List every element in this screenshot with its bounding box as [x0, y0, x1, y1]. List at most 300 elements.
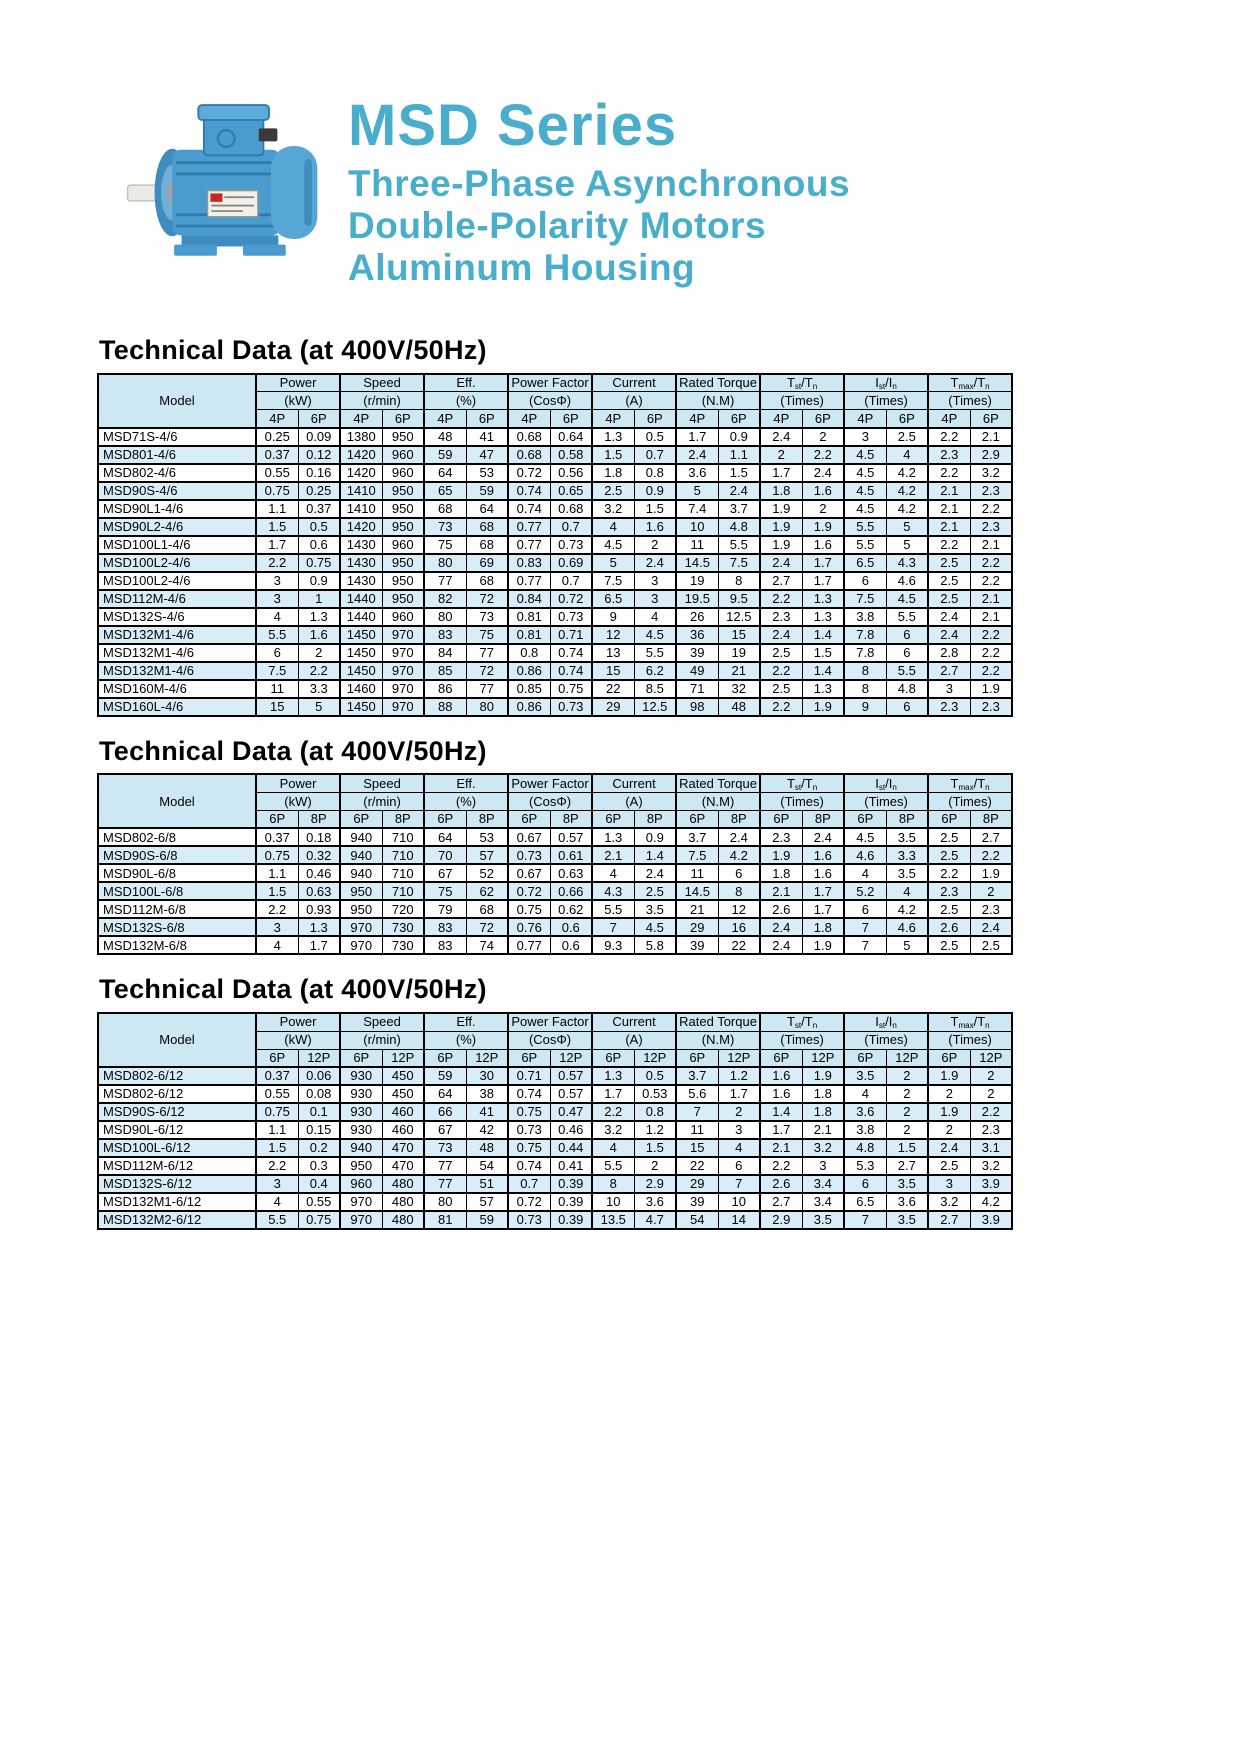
value-cell: 1.2: [634, 1121, 676, 1139]
model-cell: MSD90L1-4/6: [98, 500, 256, 518]
value-cell: 9.5: [718, 590, 760, 608]
value-cell: 81: [424, 1211, 466, 1229]
value-cell: 2.4: [928, 608, 970, 626]
value-cell: 2.3: [760, 828, 802, 846]
column-group-label: Current: [592, 374, 676, 392]
value-cell: 2.7: [886, 1157, 928, 1175]
value-cell: 10: [592, 1193, 634, 1211]
pole-header: 6P: [676, 1049, 718, 1067]
subscript: st: [794, 382, 802, 392]
model-cell: MSD802-6/12: [98, 1085, 256, 1103]
value-cell: 12: [718, 900, 760, 918]
value-cell: 1.5: [802, 644, 844, 662]
value-cell: 68: [466, 518, 508, 536]
value-cell: 0.74: [550, 644, 592, 662]
pole-header: 6P: [970, 410, 1012, 428]
value-cell: 4.8: [844, 1139, 886, 1157]
pole-header: 6P: [760, 810, 802, 828]
value-cell: 1.3: [592, 828, 634, 846]
value-cell: 0.9: [718, 428, 760, 446]
column-group-label: Eff.: [424, 774, 508, 792]
value-cell: 2.2: [970, 626, 1012, 644]
value-cell: 2.8: [928, 644, 970, 662]
value-cell: 0.57: [550, 828, 592, 846]
column-group-label: [928, 774, 1012, 792]
section-6-12-pole: [97, 975, 1013, 1230]
value-cell: 2.5: [928, 936, 970, 954]
value-cell: 39: [676, 1193, 718, 1211]
value-cell: 72: [466, 662, 508, 680]
value-cell: 2.4: [634, 864, 676, 882]
table-row: [98, 518, 1012, 536]
value-cell: 15: [718, 626, 760, 644]
value-cell: 5: [886, 936, 928, 954]
value-cell: 450: [382, 1085, 424, 1103]
value-cell: 2.2: [928, 536, 970, 554]
value-cell: 6.5: [844, 554, 886, 572]
model-cell: MSD90L2-4/6: [98, 518, 256, 536]
value-cell: 68: [466, 572, 508, 590]
value-cell: 1.9: [802, 698, 844, 716]
value-cell: 2.1: [928, 482, 970, 500]
value-cell: 0.68: [508, 446, 550, 464]
value-cell: 75: [466, 626, 508, 644]
pole-header: 12P: [718, 1049, 760, 1067]
value-cell: 2.3: [970, 1121, 1012, 1139]
label-part: I: [875, 375, 879, 391]
value-cell: 72: [466, 918, 508, 936]
column-group-unit: (Times): [844, 792, 928, 810]
model-cell: MSD160M-4/6: [98, 680, 256, 698]
value-cell: 2: [970, 1085, 1012, 1103]
value-cell: 77: [424, 572, 466, 590]
value-cell: 0.8: [634, 464, 676, 482]
value-cell: 1.5: [718, 464, 760, 482]
value-cell: 710: [382, 864, 424, 882]
value-cell: 67: [424, 864, 466, 882]
value-cell: 80: [424, 554, 466, 572]
column-group-unit: (N.M): [676, 792, 760, 810]
value-cell: 0.6: [298, 536, 340, 554]
value-cell: 2.2: [592, 1103, 634, 1121]
value-cell: 3: [256, 590, 298, 608]
pole-header: 8P: [550, 810, 592, 828]
section-title-3: Technical Data (at 400V/50Hz): [99, 974, 487, 1005]
model-cell: MSD801-4/6: [98, 446, 256, 464]
value-cell: 80: [424, 608, 466, 626]
value-cell: 22: [676, 1157, 718, 1175]
column-group-label: [928, 1013, 1012, 1031]
value-cell: 2.5: [928, 554, 970, 572]
column-group-unit: (A): [592, 1031, 676, 1049]
value-cell: 3.2: [970, 464, 1012, 482]
value-cell: 5: [886, 536, 928, 554]
value-cell: 2.2: [970, 500, 1012, 518]
value-cell: 2.5: [592, 482, 634, 500]
value-cell: 0.39: [550, 1193, 592, 1211]
value-cell: 3: [634, 590, 676, 608]
page-content: [97, 336, 1013, 1230]
value-cell: 480: [382, 1193, 424, 1211]
value-cell: 2.4: [760, 428, 802, 446]
value-cell: 460: [382, 1121, 424, 1139]
value-cell: 1450: [340, 644, 382, 662]
value-cell: 3: [256, 918, 298, 936]
value-cell: 68: [466, 900, 508, 918]
value-cell: 0.3: [298, 1157, 340, 1175]
value-cell: 2.5: [760, 680, 802, 698]
value-cell: 0.73: [508, 846, 550, 864]
value-cell: 42: [466, 1121, 508, 1139]
value-cell: 5.8: [634, 936, 676, 954]
value-cell: 0.73: [550, 608, 592, 626]
table-row: [98, 698, 1012, 716]
value-cell: 1.1: [256, 864, 298, 882]
value-cell: 4.6: [886, 572, 928, 590]
value-cell: 5.5: [844, 536, 886, 554]
value-cell: 1.6: [802, 864, 844, 882]
value-cell: 0.37: [256, 828, 298, 846]
value-cell: 1.3: [592, 1067, 634, 1085]
value-cell: 0.39: [550, 1211, 592, 1229]
column-group-label: [928, 374, 1012, 392]
subtitle-line-3: Aluminum Housing: [348, 246, 696, 288]
value-cell: 1.9: [802, 936, 844, 954]
value-cell: 14: [718, 1211, 760, 1229]
model-cell: MSD90S-4/6: [98, 482, 256, 500]
value-cell: 7.8: [844, 626, 886, 644]
value-cell: 3.5: [802, 1211, 844, 1229]
value-cell: 2.1: [760, 1139, 802, 1157]
value-cell: 85: [424, 662, 466, 680]
value-cell: 960: [382, 464, 424, 482]
value-cell: 83: [424, 936, 466, 954]
subscript: n: [892, 1021, 897, 1031]
technical-table-1-slot: [97, 373, 1013, 717]
value-cell: 1.1: [718, 446, 760, 464]
value-cell: 15: [592, 662, 634, 680]
model-cell: MSD132M1-4/6: [98, 626, 256, 644]
pole-header: 6P: [634, 410, 676, 428]
value-cell: 1.5: [256, 1139, 298, 1157]
value-cell: 15: [256, 698, 298, 716]
label-part: T: [950, 775, 959, 791]
value-cell: 0.16: [298, 464, 340, 482]
table-row: [98, 1121, 1012, 1139]
value-cell: 72: [466, 590, 508, 608]
value-cell: 54: [466, 1157, 508, 1175]
value-cell: 0.75: [508, 900, 550, 918]
value-cell: 98: [676, 698, 718, 716]
value-cell: 22: [718, 936, 760, 954]
value-cell: 82: [424, 590, 466, 608]
subtitle-line-2: Double-Polarity Motors: [348, 204, 767, 246]
value-cell: 4: [844, 864, 886, 882]
value-cell: 950: [382, 572, 424, 590]
value-cell: 450: [382, 1067, 424, 1085]
value-cell: 14.5: [676, 882, 718, 900]
value-cell: 930: [340, 1103, 382, 1121]
column-group-label: Speed: [340, 774, 424, 792]
value-cell: 2.2: [970, 662, 1012, 680]
value-cell: 1.4: [802, 626, 844, 644]
value-cell: 710: [382, 828, 424, 846]
value-cell: 2.3: [928, 882, 970, 900]
value-cell: 3: [634, 572, 676, 590]
model-cell: MSD802-6/12: [98, 1067, 256, 1085]
value-cell: 2.5: [928, 572, 970, 590]
subscript: st: [794, 782, 802, 792]
subscript: n: [892, 382, 897, 392]
value-cell: 0.81: [508, 608, 550, 626]
value-cell: 5.6: [676, 1085, 718, 1103]
value-cell: 1410: [340, 500, 382, 518]
value-cell: 2.2: [256, 554, 298, 572]
value-cell: 1430: [340, 554, 382, 572]
subscript: max: [958, 1021, 974, 1031]
value-cell: 930: [340, 1121, 382, 1139]
value-cell: 11: [676, 1121, 718, 1139]
value-cell: 1.1: [256, 1121, 298, 1139]
subscript: n: [985, 782, 990, 792]
label-part: I: [875, 1014, 879, 1030]
pole-header: 4P: [844, 410, 886, 428]
value-cell: 0.37: [298, 500, 340, 518]
value-cell: 1.9: [760, 500, 802, 518]
value-cell: 4.8: [886, 680, 928, 698]
column-group-unit: (%): [424, 392, 508, 410]
value-cell: 8: [844, 662, 886, 680]
value-cell: 470: [382, 1157, 424, 1175]
value-cell: 7: [844, 936, 886, 954]
label-part: T: [950, 375, 959, 391]
value-cell: 3.2: [592, 500, 634, 518]
value-cell: 3.5: [634, 900, 676, 918]
value-cell: 0.67: [508, 828, 550, 846]
value-cell: 0.56: [550, 464, 592, 482]
pole-header: 6P: [340, 810, 382, 828]
column-group-label: Current: [592, 1013, 676, 1031]
value-cell: 1.7: [298, 936, 340, 954]
value-cell: 0.74: [508, 1085, 550, 1103]
value-cell: 0.46: [298, 864, 340, 882]
value-cell: 59: [466, 1211, 508, 1229]
value-cell: 2.4: [970, 918, 1012, 936]
value-cell: 77: [466, 644, 508, 662]
label-part: /T: [801, 1014, 813, 1030]
table-row: [98, 1103, 1012, 1121]
value-cell: 730: [382, 936, 424, 954]
model-cell: MSD160L-4/6: [98, 698, 256, 716]
value-cell: 2: [886, 1067, 928, 1085]
value-cell: 10: [676, 518, 718, 536]
value-cell: 970: [382, 626, 424, 644]
value-cell: 1.3: [298, 608, 340, 626]
value-cell: 52: [466, 864, 508, 882]
pole-header: 6P: [424, 1049, 466, 1067]
value-cell: 4.2: [718, 846, 760, 864]
technical-data-table-1: [97, 373, 1013, 717]
column-group-label: [844, 774, 928, 792]
value-cell: 0.75: [508, 1103, 550, 1121]
value-cell: 2: [886, 1085, 928, 1103]
pole-header: 12P: [550, 1049, 592, 1067]
value-cell: 2: [760, 446, 802, 464]
value-cell: 65: [424, 482, 466, 500]
label-part: T: [786, 1014, 795, 1030]
value-cell: 1.7: [802, 572, 844, 590]
pole-header: 8P: [466, 810, 508, 828]
label-part: /I: [885, 375, 893, 391]
value-cell: 3.4: [802, 1175, 844, 1193]
value-cell: 2: [634, 1157, 676, 1175]
pole-header: 12P: [970, 1049, 1012, 1067]
value-cell: 2.5: [928, 1157, 970, 1175]
value-cell: 0.86: [508, 662, 550, 680]
value-cell: 8: [718, 882, 760, 900]
pole-header: 6P: [802, 410, 844, 428]
value-cell: 2.6: [760, 1175, 802, 1193]
value-cell: 7.5: [676, 846, 718, 864]
model-cell: MSD112M-4/6: [98, 590, 256, 608]
model-cell: MSD100L2-4/6: [98, 554, 256, 572]
subscript: n: [812, 782, 818, 792]
value-cell: 73: [424, 518, 466, 536]
value-cell: 960: [382, 446, 424, 464]
value-cell: 73: [466, 608, 508, 626]
value-cell: 2.4: [634, 554, 676, 572]
value-cell: 1.6: [802, 482, 844, 500]
value-cell: 4: [256, 1193, 298, 1211]
value-cell: 2: [928, 1085, 970, 1103]
value-cell: 0.63: [550, 864, 592, 882]
pole-header: 4P: [676, 410, 718, 428]
subtitle-line-1: Three-Phase Asynchronous: [348, 163, 851, 205]
value-cell: 2.5: [760, 644, 802, 662]
value-cell: 940: [340, 846, 382, 864]
model-cell: MSD100L1-4/6: [98, 536, 256, 554]
value-cell: 80: [424, 1193, 466, 1211]
value-cell: 0.74: [508, 482, 550, 500]
value-cell: 970: [382, 680, 424, 698]
value-cell: 57: [466, 1193, 508, 1211]
value-cell: 2.4: [760, 936, 802, 954]
value-cell: 59: [466, 482, 508, 500]
pole-header: 6P: [844, 1049, 886, 1067]
value-cell: 74: [466, 936, 508, 954]
subscript: max: [958, 382, 974, 392]
table-row: [98, 428, 1012, 446]
model-cell: MSD112M-6/8: [98, 900, 256, 918]
label-part: I: [875, 775, 879, 791]
pole-header: 6P: [298, 410, 340, 428]
value-cell: 0.93: [298, 900, 340, 918]
value-cell: 4: [718, 1139, 760, 1157]
value-cell: 0.73: [508, 1121, 550, 1139]
value-cell: 960: [382, 536, 424, 554]
value-cell: 1450: [340, 662, 382, 680]
value-cell: 0.73: [508, 1211, 550, 1229]
value-cell: 6: [718, 1157, 760, 1175]
table-row: [98, 1085, 1012, 1103]
value-cell: 970: [382, 698, 424, 716]
value-cell: 32: [718, 680, 760, 698]
value-cell: 2: [634, 536, 676, 554]
value-cell: 0.9: [634, 828, 676, 846]
value-cell: 2.5: [970, 936, 1012, 954]
value-cell: 53: [466, 464, 508, 482]
value-cell: 59: [424, 1067, 466, 1085]
table-row: [98, 590, 1012, 608]
value-cell: 9.3: [592, 936, 634, 954]
value-cell: 2.2: [760, 590, 802, 608]
value-cell: 2.2: [298, 662, 340, 680]
technical-table-3-slot: [97, 1012, 1013, 1230]
value-cell: 5.5: [634, 644, 676, 662]
value-cell: 66: [424, 1103, 466, 1121]
value-cell: 0.44: [550, 1139, 592, 1157]
value-cell: 970: [382, 644, 424, 662]
value-cell: 1420: [340, 518, 382, 536]
value-cell: 0.75: [256, 482, 298, 500]
column-group-unit: (A): [592, 792, 676, 810]
pole-header: 6P: [508, 810, 550, 828]
model-cell: MSD90L-6/12: [98, 1121, 256, 1139]
value-cell: 3.2: [970, 1157, 1012, 1175]
value-cell: 83: [424, 918, 466, 936]
value-cell: 1.6: [802, 846, 844, 864]
label-part: T: [786, 375, 795, 391]
value-cell: 54: [676, 1211, 718, 1229]
value-cell: 2: [970, 882, 1012, 900]
pole-header: 4P: [340, 410, 382, 428]
value-cell: 6.5: [592, 590, 634, 608]
value-cell: 2.3: [970, 518, 1012, 536]
value-cell: 0.6: [550, 936, 592, 954]
value-cell: 75: [424, 536, 466, 554]
value-cell: 7.5: [592, 572, 634, 590]
value-cell: 2.6: [760, 900, 802, 918]
value-cell: 3.5: [886, 1175, 928, 1193]
value-cell: 70: [424, 846, 466, 864]
value-cell: 86: [424, 680, 466, 698]
label-part: /T: [801, 775, 813, 791]
value-cell: 5.5: [886, 608, 928, 626]
value-cell: 0.55: [298, 1193, 340, 1211]
pole-header: 12P: [298, 1049, 340, 1067]
value-cell: 5.5: [844, 518, 886, 536]
model-cell: MSD100L-6/8: [98, 882, 256, 900]
pole-header: 4P: [256, 410, 298, 428]
value-cell: 0.72: [550, 590, 592, 608]
column-group-unit: (kW): [256, 1031, 340, 1049]
value-cell: 1.3: [802, 680, 844, 698]
value-cell: 730: [382, 918, 424, 936]
pole-header: 4P: [928, 410, 970, 428]
section-title-2: Technical Data (at 400V/50Hz): [99, 735, 487, 766]
table-row: [98, 626, 1012, 644]
value-cell: 2.9: [634, 1175, 676, 1193]
value-cell: 0.06: [298, 1067, 340, 1085]
value-cell: 0.37: [256, 1067, 298, 1085]
value-cell: 1.5: [634, 500, 676, 518]
value-cell: 3.3: [298, 680, 340, 698]
value-cell: 930: [340, 1085, 382, 1103]
column-group-unit: (Times): [928, 792, 1012, 810]
table-row: [98, 554, 1012, 572]
pole-header: 12P: [382, 1049, 424, 1067]
value-cell: 1.7: [802, 554, 844, 572]
